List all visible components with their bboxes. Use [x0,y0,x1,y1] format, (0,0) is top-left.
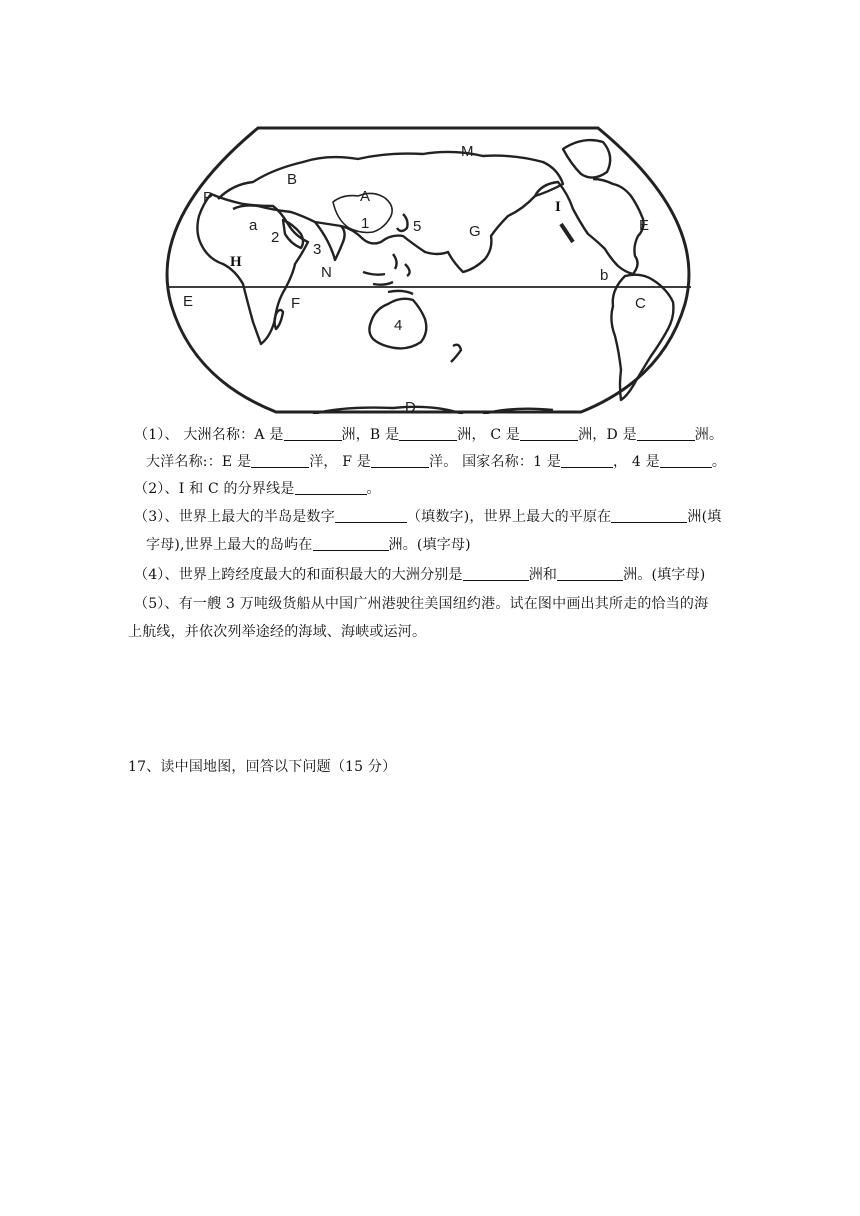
q1b-text-3: 洋。 国家名称：1 是 [429,454,562,470]
q3-text-3: 洲(填 [687,509,722,525]
q1-text-5: 洲。 [694,427,724,443]
q1-text-1: （1）、 大洲名称：A 是 [134,427,284,443]
answer-blank-peninsula[interactable] [335,508,407,523]
map-label-E-right: E [639,217,650,234]
answer-blank-island[interactable] [313,536,389,551]
map-label-I: I [555,199,561,215]
q3b-text-1: 字母),世界上最大的岛屿在 [146,537,313,553]
map-labels [183,143,649,414]
map-label-A: A [360,188,371,205]
answer-blank-E[interactable] [251,453,309,468]
answer-blank-B[interactable] [399,426,457,441]
q1-text-3: 洲， C 是 [457,427,521,443]
q3b-text-2: 洲。(填字母) [388,537,471,553]
question-5-line-1: （5）、有一艘 3 万吨级货船从中国广州港驶往美国纽约港。试在图中画出其所走的恰当的海 [134,596,709,612]
world-map [163,124,693,414]
q2-text-1: （2）、I 和 C 的分界线是 [134,481,295,497]
map-label-B: B [287,171,298,188]
answer-blank-widest[interactable] [463,566,529,581]
question-2 [134,479,381,499]
q1b-text-2: 洋， F 是 [309,454,372,470]
question-5-line-2: 上航线，并依次列举途经的海域、海峡或运河。 [128,624,427,640]
q4-text-1: （4）、世界上跨经度最大的和面积最大的大洲分别是 [134,567,463,583]
q1b-text-1: 大洋名称:：E 是 [146,454,252,470]
question-3 [134,507,721,527]
q1b-text-5: 。 [711,454,727,470]
map-label-4: 4 [394,317,403,334]
question-17: 17、读中国地图，回答以下问题（15 分） [128,759,397,775]
map-label-a: a [249,217,258,234]
answer-blank-country-4[interactable] [660,453,712,468]
map-label-M: M [461,143,474,160]
answer-blank-plain[interactable] [611,508,687,523]
map-frame [167,128,689,412]
q1b-text-4: ， 4 是 [613,454,660,470]
map-label-D: D [405,399,416,414]
q4-text-2: 洲和 [528,567,558,583]
question-1-continents [134,425,723,445]
answer-blank-country-1[interactable] [561,453,613,468]
answer-blank-largest[interactable] [557,566,623,581]
map-label-F: F [291,295,301,312]
map-label-E-left: E [183,293,194,310]
q3-text-1: （3）、世界上最大的半岛是数字 [134,509,335,525]
answer-blank-D[interactable] [637,426,695,441]
question-4 [134,565,705,585]
map-label-2: 2 [271,229,280,246]
q1-text-4: 洲，D 是 [578,427,637,443]
map-label-H: H [230,254,242,270]
q4-text-3: 洲。(填字母) [623,567,706,583]
map-label-P: P [203,189,214,206]
map-label-C: C [635,295,646,312]
q2-text-2: 。 [366,481,381,497]
q3-text-2: （填数字)，世界上最大的平原在 [406,509,612,525]
question-1-oceans-countries [146,452,726,472]
map-label-b: b [600,267,609,284]
answer-blank-C[interactable] [520,426,578,441]
map-label-3: 3 [313,241,322,258]
question-3-continued [146,535,471,555]
answer-blank-F[interactable] [371,453,429,468]
q1-text-2: 洲，B 是 [341,427,400,443]
answer-blank-A[interactable] [284,426,342,441]
map-label-N: N [321,264,332,281]
map-label-1: 1 [361,215,370,232]
map-label-G: G [469,223,481,240]
answer-blank-boundary[interactable] [295,480,367,495]
map-label-5: 5 [413,218,422,235]
